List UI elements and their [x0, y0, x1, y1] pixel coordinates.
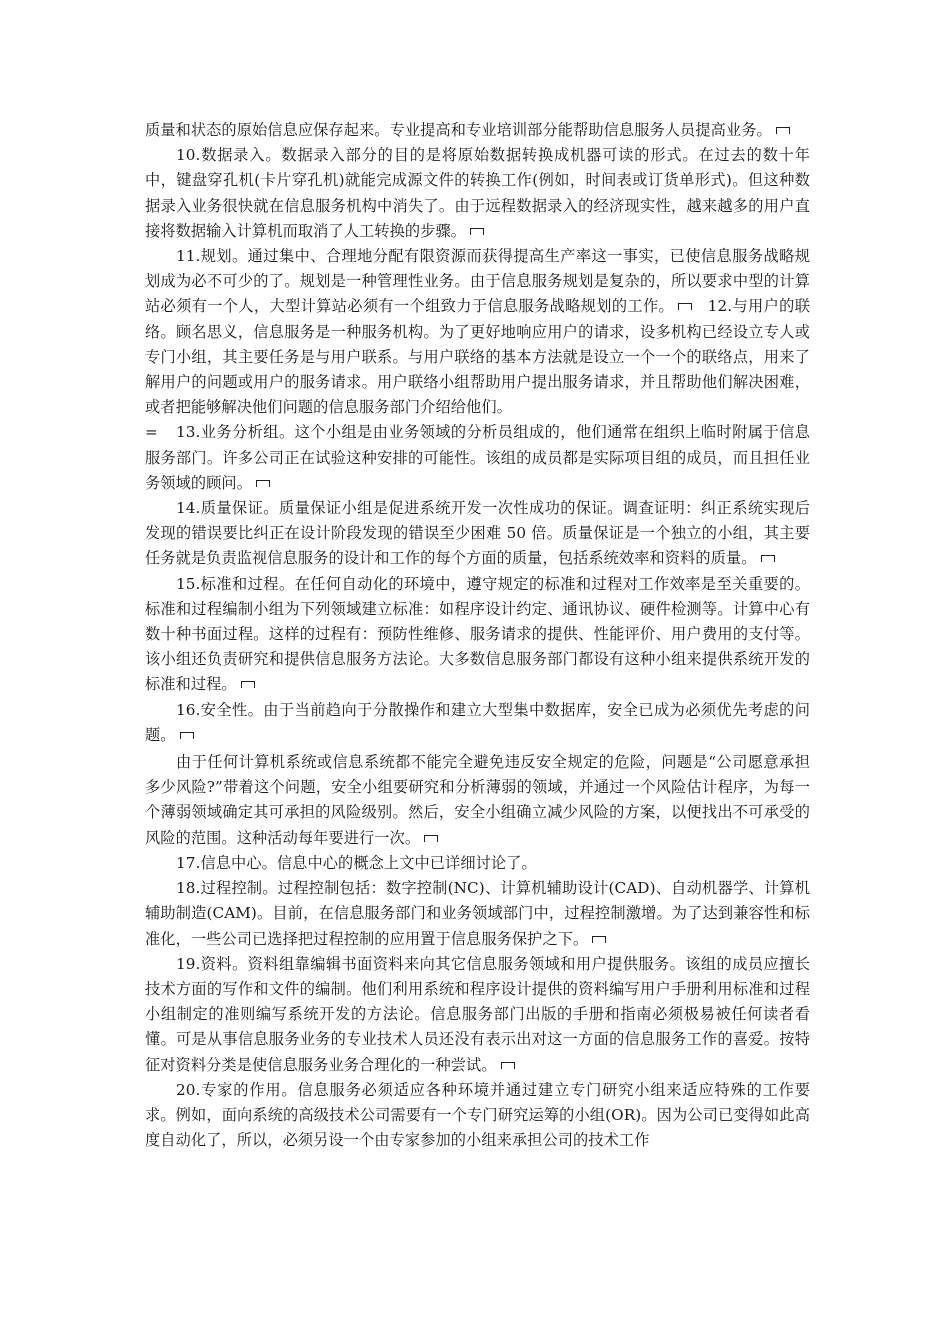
paragraph-text: 11.规划。通过集中、合理地分配有限资源而获得提高生产率这一事实，已使信息服务战略规划成为必不可少的了。规划是一种管理性业务。由于信息服务规划是复杂的，所以要求中型的计算站必须有一个人，大型计算站必须有一个组致力于信息服务战略规划的工作。 [145, 247, 810, 316]
paragraph-mark-icon [424, 835, 438, 842]
paragraph-mark-icon [256, 480, 270, 487]
paragraph-text: 15.标准和过程。在任何自动化的环境中，遵守规定的标准和过程对工作效率是至关重要的。标准和过程编制小组为下列领域建立标准：如程序设计约定、通讯协议、硬件检测等。计算中心有数十种书面过程。这样的过程有：预防性维修、服务请求的提供、性能评价、用户费用的支付等。该小组还负责研究和提供信息服务方法论。大多数信息服务部门都设有这种小组来提供系统开发的标准和过程。 [145, 574, 810, 694]
list-marker: = [145, 423, 158, 442]
paragraph-risk [145, 750, 810, 851]
paragraph-mark-icon [592, 936, 606, 943]
paragraph-text: 质量和状态的原始信息应保存起来。专业提高和专业培训部分能帮助信息服务人员提高业务。 [145, 121, 772, 139]
paragraph-process-control [145, 876, 810, 952]
paragraph-text: 17.信息中心。信息中心的概念上文中已详细讨论了。 [176, 853, 537, 872]
paragraph-mark-icon [678, 303, 692, 310]
paragraph-quality-assurance [145, 496, 810, 572]
paragraph-text: 18.过程控制。过程控制包括：数字控制(NC)、计算机辅助设计(CAD)、自动机器学、计算机辅助制造(CAM)。目前，在信息服务部门和业务领域部门中，过程控制激增。为了达到兼容性和标准化，一些公司已选择把过程控制的应用置于信息服务保护之下。 [145, 879, 810, 948]
paragraph-info-center [145, 851, 810, 876]
paragraph-security [145, 698, 810, 748]
paragraph-mark-icon [501, 1062, 515, 1069]
paragraph-text: 19.资料。资料组靠编辑书面资料来向其它信息服务领域和用户提供服务。该组的成员应擅长技术方面的写作和文件的编制。他们利用系统和程序设计提供的资料编写用户手册利用标准和过程小组制定的准则编写系统开发的方法论。信息服务部门出版的手册和指南必须极易被任何读者看懂。可是从事信息服务业务的专业技术人员还没有表示出对这一方面的信息服务工作的喜爱。按特征对资料分类是使信息服务业务合理化的一种尝试。 [145, 954, 810, 1074]
paragraph-mark-icon [470, 228, 484, 235]
paragraph-text-user-liaison: 12.与用户的联络。顾名思义，信息服务是一种服务机构。为了更好地响应用户的请求，设多机构已经设立专人或专门小组，其主要任务是与用户联系。与用户联络的基本方法就是设立一个一个的联络点，用来了解用户的问题或用户的服务请求。用户联络小组帮助用户提出服务请求，并且帮助他们解决困难，或者把能够解决他们问题的信息服务部门介绍给他们。 [145, 297, 810, 417]
paragraph-business-analysis [145, 420, 810, 496]
paragraph-text: 20.专家的作用。信息服务必须适应各种环境并通过建立专门研究小组来适应特殊的工作要求。例如，面向系统的高级技术公司需要有一个专门研究运筹的小组(OR)。因为公司已变得如此高度自动化了，所以，必须另设一个由专家参加的小组来承担公司的技术工作 [145, 1080, 810, 1150]
paragraph-standards [145, 572, 810, 698]
paragraph-text: 10.数据录入。数据录入部分的目的是将原始数据转换成机器可读的形式。在过去的数十年中，键盘穿孔机(卡片穿孔机)就能完成源文件的转换工作(例如，时间表或订货单形式)。但这种数据录入业务很快就在信息服务机构中消失了。由于远程数据录入的经济现实性，越来越多的用户直接将数据输入计算机而取消了人工转换的步骤。 [145, 146, 810, 240]
paragraph-continuation [145, 118, 810, 143]
paragraph-data-entry [145, 143, 810, 244]
paragraph-text: 16.安全性。由于当前趋向于分散操作和建立大型集中数据库，安全已成为必须优先考虑的问题。 [145, 700, 810, 744]
paragraph-mark-icon [761, 555, 775, 562]
paragraph-documentation [145, 952, 810, 1078]
paragraph-text: 13.业务分析组。这个小组是由业务领域的分析员组成的，他们通常在组织上临时附属于信息服务部门。许多公司正在试验这种安排的可能性。该组的成员都是实际项目组的成员，而且担任业务领域的顾问。 [145, 423, 810, 492]
paragraph-text: 由于任何计算机系统或信息系统都不能完全避免违反安全规定的危险，问题是“公司愿意承担多少风险?”带着这个问题，安全小组要研究和分析薄弱的领域，并通过一个风险估计程序，为每一个薄弱领域确定其可承担的风险级别。然后，安全小组确立减少风险的方案，以便找出不可承受的风险的范围。这种活动每年要进行一次。 [145, 753, 810, 847]
paragraph-planning [145, 244, 810, 420]
paragraph-mark-icon [776, 127, 790, 134]
paragraph-mark-icon [180, 732, 194, 739]
paragraph-mark-icon [241, 681, 255, 688]
paragraph-experts [145, 1078, 810, 1154]
document-body [145, 118, 810, 1153]
paragraph-text: 14.质量保证。质量保证小组是促进系统开发一次性成功的保证。调查证明：纠正系统实现后发现的错误要比纠正在设计阶段发现的错误至少困难 50 倍。质量保证是一个独立的小组，其主要任务就是负责监视信息服务的设计和工作的每个方面的质量，包括系统效率和资料的质量。 [145, 499, 810, 568]
